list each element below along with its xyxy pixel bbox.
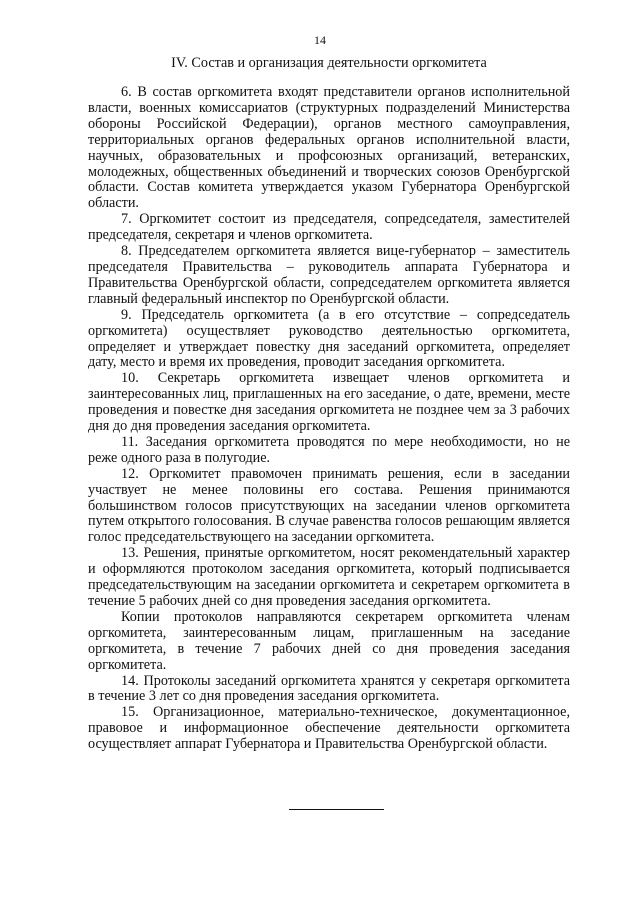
paragraph-13-protocol-copies: Копии протоколов направляются секретарем оргкомитета членам оргкомитета, заинтересованным лицам, приглашенным на заседание оргкомитета, в течение 7 рабочих дней со дня проведения заседания оргкомитета. [88, 608, 570, 673]
paragraph-15-support: 15. Организационное, материально-техническое, документационное, правовое и информационное обеспечение деятельности оргкомитета осуществляет аппарат Губернатора и Правительства Оренбургской области. [88, 704, 570, 753]
page-number: 14 [314, 33, 326, 47]
closing-divider [289, 809, 384, 810]
paragraph-7-committee-structure: 7. Оргкомитет состоит из председателя, сопредседателя, заместителей председателя, секретаря и членов оргкомитета. [88, 211, 570, 244]
paragraph-10-secretary: 10. Секретарь оргкомитета извещает членов оргкомитета и заинтересованных лиц, приглашенных на его заседание, о дате, времени, месте проведения и повестке дня заседания оргкомитета не позднее чем за 3 рабочих дня до дня проведения заседания оргкомитета. [88, 370, 570, 435]
paragraph-13-decisions: 13. Решения, принятые оргкомитетом, носят рекомендательный характер и оформляются протоколом заседания оргкомитета, который подписывается председательствующим на заседании оргкомитета и секретарем оргкомитета в течение 5 рабочих дней со дня проведения заседания оргкомитета. [88, 545, 570, 609]
paragraph-8-chairman: 8. Председателем оргкомитета является вице-губернатор – заместитель председателя Правительства – руководитель аппарата Губернатора и Правительства Оренбургской области, сопредседателем оргкомитета является главный федеральный инспектор по Оренбургской области. [88, 243, 570, 307]
document-body [88, 85, 570, 753]
paragraph-14-protocol-storage: 14. Протоколы заседаний оргкомитета хранятся у секретаря оргкомитета в течение 3 лет со дня проведения заседания оргкомитета. [88, 672, 570, 705]
paragraph-11-meeting-frequency: 11. Заседания оргкомитета проводятся по мере необходимости, но не реже одного раза в полугодие. [88, 433, 570, 466]
paragraph-6-committee-composition: 6. В состав оргкомитета входят представители органов исполнительной власти, военных комиссариатов (структурных подразделений Министерства обороны Российской Федерации), органов местного самоуправления, территориальных органов федеральных органов исполнительной власти, научных, образовательных и профсоюзных организаций, ветеранских, молодежных, общественных объединений и творческих союзов Оренбургской области. Состав комитета утверждается указом Губернатора Оренбургской области. [88, 84, 570, 212]
section-heading: IV. Состав и организация деятельности оргкомитета [171, 55, 487, 71]
paragraph-12-quorum: 12. Оргкомитет правомочен принимать решения, если в заседании участвует не менее половины его состава. Решения принимаются большинством голосов присутствующих на заседании членов оргкомитета путем открытого голосования. В случае равенства голосов решающим является голос председательствующего на заседании оргкомитета. [88, 465, 570, 546]
paragraph-9-chairman-duties: 9. Председатель оргкомитета (а в его отсутствие – сопредседатель оргкомитета) осуществляет руководство деятельностью оргкомитета, определяет и утверждает повестку дня заседаний оргкомитета, определяет дату, место и время их проведения, проводит заседания оргкомитета. [88, 306, 570, 371]
